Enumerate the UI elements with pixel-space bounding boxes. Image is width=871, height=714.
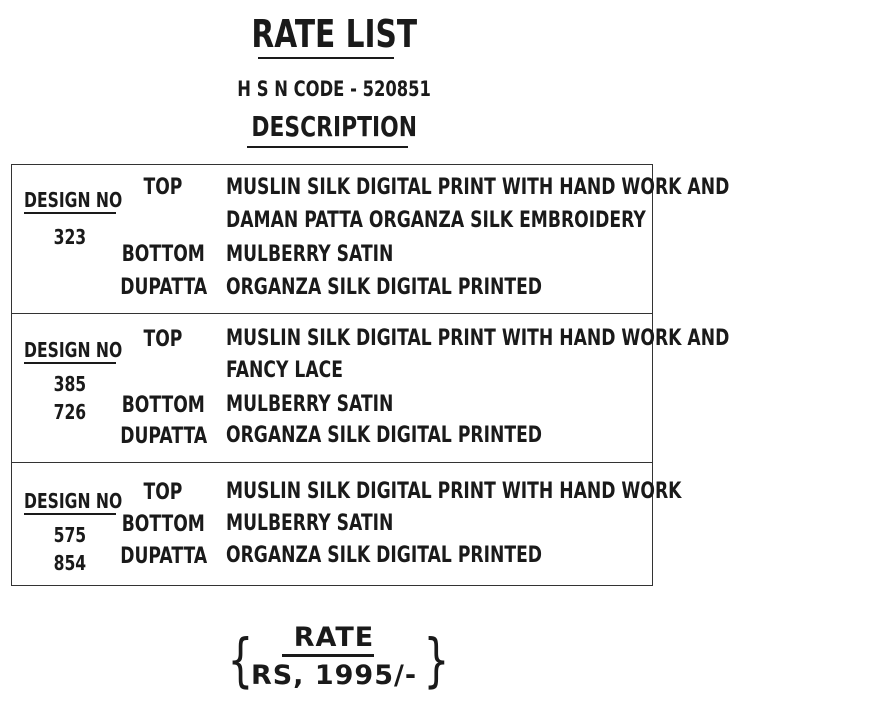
fabric-line: DAMAN PATTA ORGANZA SILK EMBROIDERY <box>226 208 646 233</box>
close-brace: } <box>423 626 450 694</box>
part-label: BOTTOM <box>121 242 205 267</box>
rate-amount: RS, 1995/- <box>250 660 418 691</box>
fabric-line: MULBERRY SATIN <box>226 392 394 417</box>
part-label: TOP <box>143 175 183 200</box>
rate-underline <box>282 654 374 657</box>
fabric-line: MUSLIN SILK DIGITAL PRINT WITH HAND WORK <box>226 479 682 504</box>
fabric-line: MUSLIN SILK DIGITAL PRINT WITH HAND WORK AND <box>226 175 730 200</box>
design-number: 323 <box>53 225 87 249</box>
part-label: BOTTOM <box>121 393 205 418</box>
fabric-line: ORGANZA SILK DIGITAL PRINTED <box>226 275 543 300</box>
design-number: 854 <box>53 551 87 575</box>
open-brace: { <box>227 626 254 694</box>
part-label: TOP <box>143 327 183 352</box>
design-number: 385 <box>53 372 87 396</box>
part-label: TOP <box>143 480 183 505</box>
design-number: 575 <box>53 523 87 547</box>
fabric-line: MULBERRY SATIN <box>226 511 394 536</box>
part-label: DUPATTA <box>120 275 208 300</box>
design-no-underline <box>24 513 116 515</box>
part-label: BOTTOM <box>121 512 205 537</box>
design-number: 726 <box>53 400 87 424</box>
design-no-label: DESIGN NO <box>24 188 123 212</box>
fabric-line: FANCY LACE <box>226 358 343 383</box>
part-label: DUPATTA <box>120 544 208 569</box>
fabric-line: ORGANZA SILK DIGITAL PRINTED <box>226 423 543 448</box>
design-no-underline <box>24 362 116 364</box>
part-label: DUPATTA <box>120 424 208 449</box>
design-no-label: DESIGN NO <box>24 489 123 513</box>
title-underline <box>258 57 394 59</box>
description-underline <box>247 146 408 148</box>
fabric-line: MUSLIN SILK DIGITAL PRINT WITH HAND WORK AND <box>226 326 730 351</box>
design-no-underline <box>24 212 116 214</box>
fabric-line: ORGANZA SILK DIGITAL PRINTED <box>226 543 543 568</box>
fabric-line: MULBERRY SATIN <box>226 242 394 267</box>
description-heading: DESCRIPTION <box>251 110 417 143</box>
design-no-label: DESIGN NO <box>24 338 123 362</box>
rate-label: RATE <box>293 622 375 653</box>
page-title: RATE LIST <box>251 12 417 56</box>
hsn-code: H S N CODE - 520851 <box>237 77 431 101</box>
